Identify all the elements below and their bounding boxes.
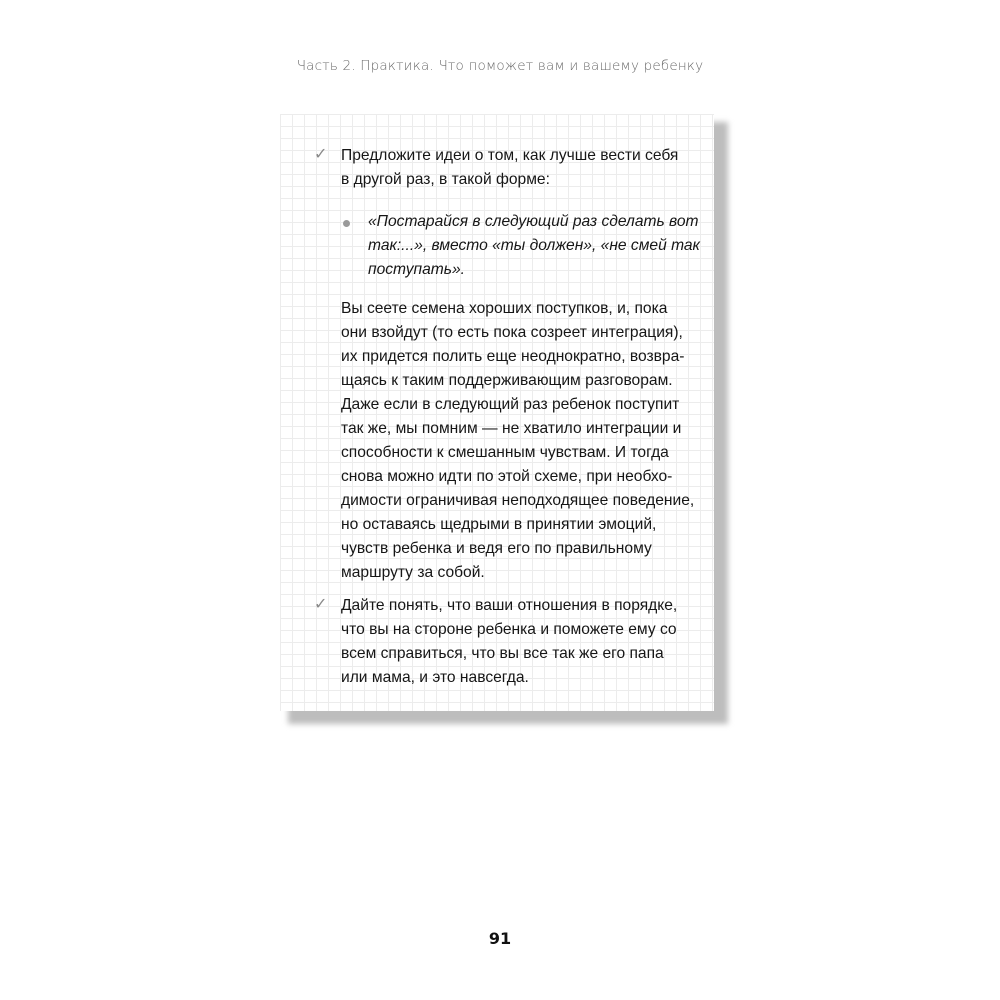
text-line: «Постарайся в следующий раз сделать вот [368,213,699,230]
running-head: Часть 2. Практика. Что поможет вам и вашему ребенку [296,58,704,74]
text-line: Вы сеете семена хороших поступков, и, пока [341,300,668,317]
checkmark-icon: ✓ [314,144,328,163]
text-line: димости ограничивая неподходящее поведение, [341,492,695,509]
text-line: маршруту за собой. [341,564,485,581]
text-line: что вы на стороне ребенка и поможете ему со [341,621,677,638]
text-card [280,114,714,711]
text-line: снова можно идти по этой схеме, при необхо- [341,468,673,485]
text-line: всем справиться, что вы все так же его папа [341,645,664,662]
text-line: они взойдут (то есть пока созреет интеграция), [341,324,683,341]
text-line: или мама, и это навсегда. [341,669,529,686]
text-line: щаясь к таким поддерживающим разговорам. [341,372,673,389]
list-item-2 [341,594,677,690]
text-line: Дайте понять, что ваши отношения в порядке, [341,597,678,614]
checkmark-icon: ✓ [314,594,328,613]
text-line: чувств ребенка и ведя его по правильному [341,540,652,557]
body-paragraph [341,297,694,585]
bullet-dot-icon [343,220,350,227]
page-number: 91 [488,929,512,948]
list-item-1 [341,144,678,192]
text-line: поступать». [368,261,465,278]
text-line: так же, мы помним — не хватило интеграции и [341,420,682,437]
quote-block [368,210,700,282]
text-line: Даже если в следующий раз ребенок поступит [341,396,680,413]
text-line: но оставаясь щедрыми в принятии эмоций, [341,516,657,533]
text-line: так:...», вместо «ты должен», «не смей так [368,237,700,254]
text-line: их придется полить еще неоднократно, возвра- [341,348,685,365]
text-line: в другой раз, в такой форме: [341,171,550,188]
text-line: Предложите идеи о том, как лучше вести себя [341,147,679,164]
text-line: способности к смешанным чувствам. И тогда [341,444,669,461]
